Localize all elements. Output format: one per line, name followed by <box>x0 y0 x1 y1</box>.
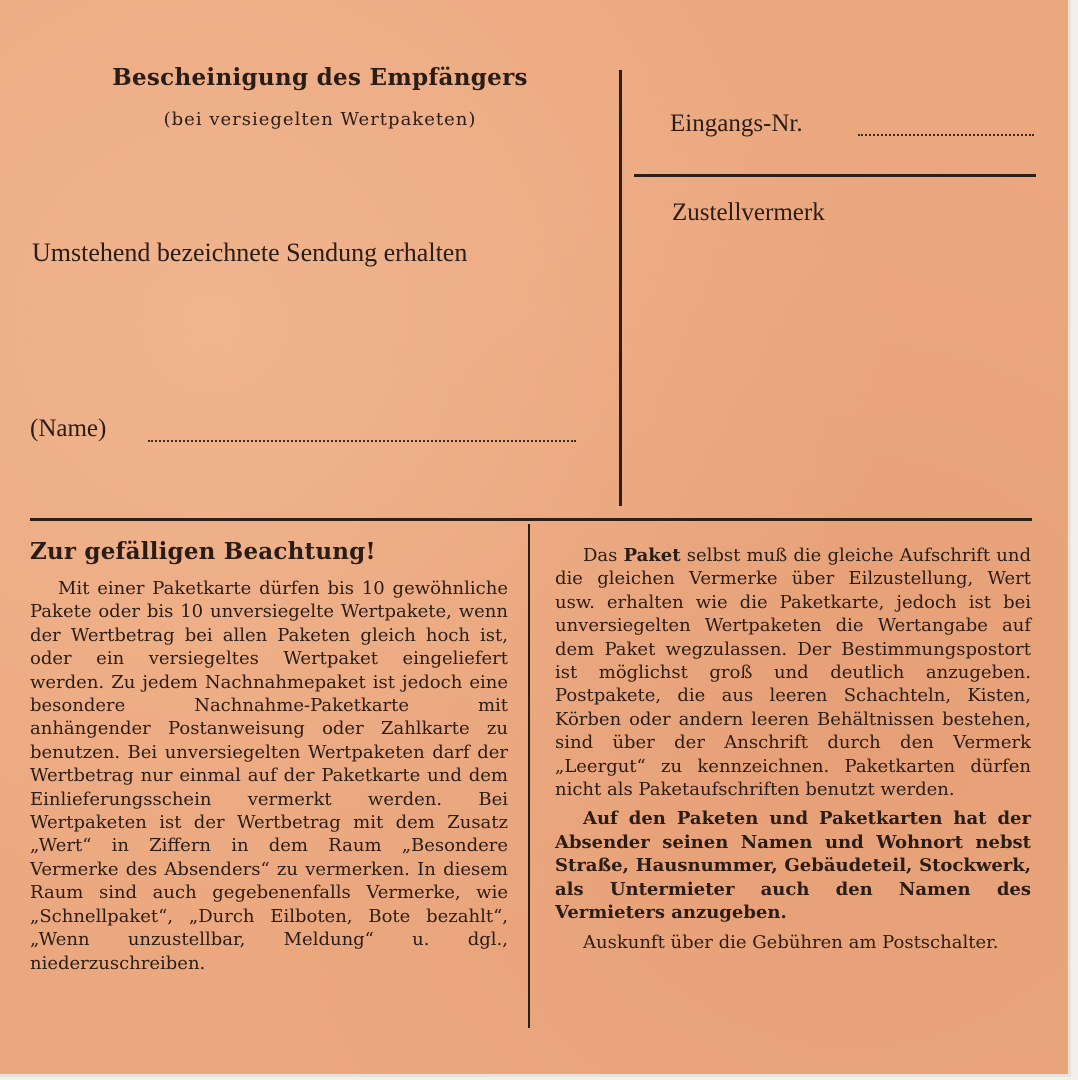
received-statement: Umstehend bezeichnete Sendung erhalten <box>32 238 468 267</box>
notice-right-column <box>555 544 1031 954</box>
notice-title: Zur gefälligen Beachtung! <box>30 538 376 565</box>
paragraph-1-body: selbst muß die gleiche Aufschrift und die gleichen Vermerke über Eilzustellung, Wert usw. erhalten wie die Paketkarte, jedoch ist bei unversiegelten Wertpaketen die Wertangabe auf dem Paket wegzulassen. Der Bestimmungspostort ist möglichst groß und deutlich anzugeben. Postpakete, die aus leeren Schachteln, Kisten, Körben oder andern leeren Behältnissen bestehen, sind über der Anschrift durch den Vermerk „Leergut“ zu kennzeichnen. Paketkarten dürfen nicht als Paketaufschriften benutzt werden. <box>555 545 1031 801</box>
paragraph-1-intro: Das <box>583 545 624 566</box>
vertical-divider-top <box>619 70 622 506</box>
middle-horizontal-divider <box>30 518 1032 521</box>
notice-left-column <box>30 577 508 975</box>
name-field-label: (Name) <box>30 415 107 442</box>
notice-right-paragraph-1 <box>555 544 1031 801</box>
notice-left-paragraph: Mit einer Paketkarte dürfen bis 10 gewöhnliche Pakete oder bis 10 unversiegelte Wertpakete, wenn der Wertbetrag bei allen Paketen gleich hoch ist, oder ein versiegeltes Wertpaket eingeliefert werden. Zu jedem Nachnahmepaket ist jedoch eine besondere Nachnahme-Paketkarte mit anhängender Postanweisung oder Zahlkarte zu benutzen. Bei unversiegelten Wertpaketen darf der Wertbetrag nur einmal auf der Paketkarte und dem Einlieferungsschein vermerkt werden. Bei Wertpaketen ist der Wertbetrag mit dem Zusatz „Wert“ in Ziffern in dem Raum „Besondere Vermerke des Absenders“ zu vermerken. In diesem Raum sind auch gegebenenfalls Vermerke, wie „Schnellpaket“, „Durch Eilboten, Bote bezahlt“, „Wenn unzustellbar, Meldung“ u. dgl., niederzuschreiben. <box>30 578 508 974</box>
name-field-line[interactable] <box>148 440 576 442</box>
delivery-note-label: Zustellvermerk <box>672 199 825 226</box>
paragraph-1-bold-word: Paket <box>623 545 681 566</box>
recipient-certificate-subtitle: (bei versiegelten Wertpaketen) <box>163 109 477 130</box>
vertical-divider-bottom <box>528 524 530 1028</box>
recipient-certificate-title: Bescheinigung des Empfängers <box>112 64 528 91</box>
notice-right-paragraph-2: Auf den Paketen und Paketkarten hat der Absender seinen Namen und Wohnort nebst Straße, Hausnummer, Gebäudeteil, Stockwerk, als Untermieter auch den Namen des Vermieters anzugeben. <box>555 808 1031 924</box>
notice-right-paragraph-3: Auskunft über die Gebühren am Postschalter. <box>583 931 999 953</box>
entry-number-line[interactable] <box>858 134 1034 136</box>
right-horizontal-divider <box>634 174 1036 177</box>
entry-number-label: Eingangs-Nr. <box>670 110 803 137</box>
